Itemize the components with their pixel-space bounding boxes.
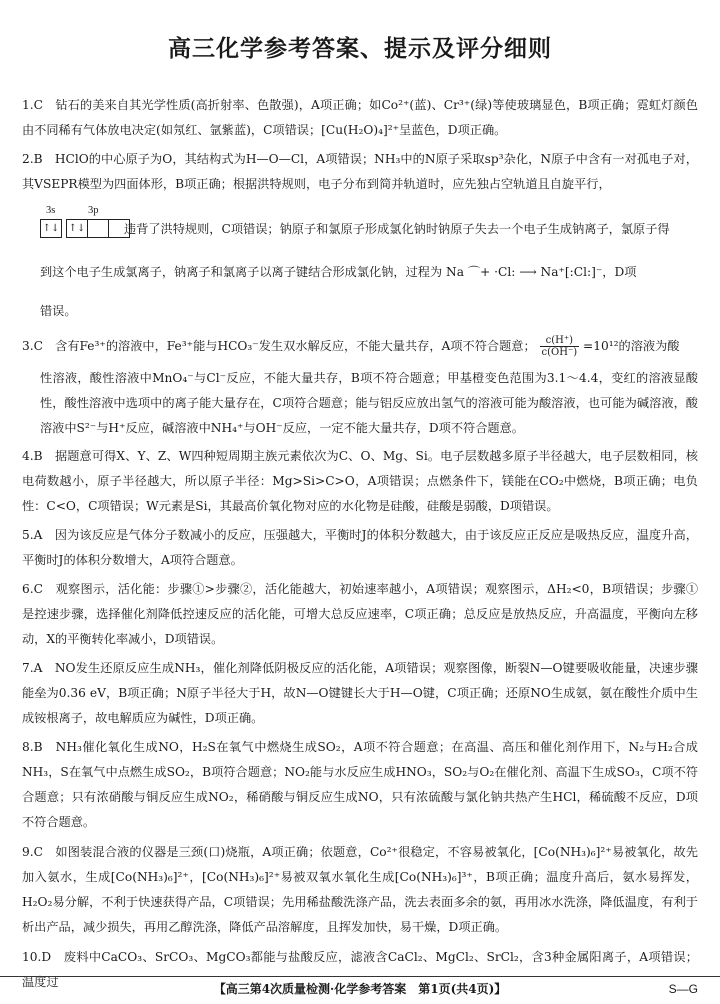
answer-1: 1.C 钻石的美来自其光学性质(高折射率、色散强)，A项正确；如Co²⁺(蓝)、Cr³⁺(绿)等使玻璃显色，B项正确；霓虹灯颜色由不同稀有气体放电决定(如氖红、氩紫蓝)，C项错误；[Cu(H₂O)₄]²⁺呈蓝色，D项正确。 <box>22 98 698 137</box>
answer-6: 6.C 观察图示，活化能：步骤①>步骤②，活化能越大，初始速率越小，A项错误；观察图示，ΔH₂<0，B项错误；步骤①是控速步骤，选择催化剂降低控速反应的活化能，可增大总反应速率，C项正确；总反应是放热反应，升高温度，平衡向左移动，X的平衡转化率减小，D项错误。 <box>22 582 698 646</box>
answer-8: 8.B NH₃催化氧化生成NO，H₂S在氧气中燃烧生成SO₂，A项不符合题意；在高温、高压和催化剂作用下，N₂与H₂合成NH₃，S在氧气中点燃生成SO₂，B项符合题意；NO₂能与水反应生成HNO₃，SO₂与O₂在催化剂、高温下生成SO₃，C项不符合题意；只有浓硝酸与铜反应生成NO₂，稀硝酸与铜反应生成NO，只有浓硫酸与氯化钠共热产生HCl，稀硫酸不反应，D项不符合题意。 <box>22 740 698 829</box>
orbital-box-3p-2 <box>87 219 109 238</box>
answer-2-part-b: 违背了洪特规则，C项错误；钠原子和氯原子形成氯化钠时钠原子失去一个电子生成钠离子，氯原子得 <box>124 222 670 236</box>
fraction-denominator: c(OH⁻) <box>541 347 578 358</box>
answer-3-text-a: 3.C 含有Fe³⁺的溶液中，Fe³⁺能与HCO₃⁻发生双水解反应，不能大量共存，A项不符合题意； <box>22 339 536 353</box>
orbital-box-3p-1: ↑↓ <box>66 219 88 238</box>
answer-3-part-a <box>22 335 698 358</box>
answer-9: 9.C 如图装混合液的仪器是三颈(口)烧瓶，A项正确；依题意，Co²⁺很稳定，不容易被氧化，[Co(NH₃)₆]²⁺易被氧化，故先加入氨水，生成[Co(NH₃)₆]²⁺，[Co(NH₃)₆]²⁺易被双氧水氧化生成[Co(NH₃)₆]³⁺，B项正确；温度升高后，氨水易挥发，H₂O₂易分解，不利于快速获得产品，C项错误；先用稀盐酸洗涤产品，洗去表面多余的氨，再用冰水洗涤，降低温度，有利于析出产品，减少损失，再用乙醇洗涤，降低产品溶解度，且挥发加快，易干燥，D项正确。 <box>22 845 698 934</box>
answer-3-part-b: 性溶液，酸性溶液中MnO₄⁻与Cl⁻反应，不能大量共存，B项不符合题意；甲基橙变色范围为3.1～4.4，变红的溶液显酸性，酸性溶液中选项中的离子能大量存在，C项符合题意；能与铝反应放出氢气的溶液可能为酸溶液，也可能为碱溶液，酸溶液中S²⁻与H⁺反应，碱溶液中NH₄⁺与OH⁻反应，一定不能大量共存，D项不符合题意。 <box>40 371 698 435</box>
orbital-label-3s: 3s <box>46 205 56 216</box>
answer-2-part-a: 2.B HClO的中心原子为O，其结构式为H—O—Cl，A项错误；NH₃中的N原子采取sp³杂化，N原子中含有一对孤电子对，其VSEPR模型为四面体形，B项正确；根据洪特规则，电子分布到简并轨道时，应先独占空轨道且自旋平行， <box>22 152 698 191</box>
page-footer <box>0 976 720 1001</box>
answer-2-part-c: 到这个电子生成氯离子，钠离子和氯离子以离子键结合形成氯化钠，过程为 Na ⌒+ ·Cl: ⟶ Na⁺[:Cl:]⁻，D项 <box>40 265 637 279</box>
answer-10: 10.D 废料中CaCO₃、SrCO₃、MgCO₃都能与盐酸反应，滤液含CaCl₂、MgCl₂、SrCl₂，含3种金属阳离子，A项错误；温度过 <box>22 950 698 989</box>
answer-2-part-d: 错误。 <box>40 304 77 318</box>
fraction-numerator: c(H⁺) <box>540 335 580 347</box>
orbital-box-3s: ↑↓ <box>40 219 62 238</box>
answer-3-text-a2: =10¹²的溶液为酸 <box>583 339 680 353</box>
orbital-label-3p: 3p <box>88 205 99 216</box>
footer-title: 【高三第4次质量检测·化学参考答案 第1页(共4页)】 <box>213 982 507 996</box>
answer-5: 5.A 因为该反应是气体分子数减小的反应，压强越大，平衡时J的体积分数越大，由于该反应正反应是吸热反应，温度升高，平衡时J的体积分数增大，A项符合题意。 <box>22 528 698 567</box>
ion-ratio-fraction <box>540 335 580 358</box>
answer-7: 7.A NO发生还原反应生成NH₃，催化剂降低阴极反应的活化能，A项错误；观察图像，断裂N—O键要吸收能量，决速步骤能垒为0.36 eV，B项正确；N原子半径大于H，故N—O键键长大于H—O键，C项正确；还原NO生成氨，氨在酸性介质中生成铵根离子，故电解质应为碱性，D项正确。 <box>22 661 698 725</box>
answer-4: 4.B 据题意可得X、Y、Z、W四种短周期主族元素依次为C、O、Mg、Si。电子层数越多原子半径越大，电子层数相同，核电荷数越小，原子半径越大，所以原子半径：Mg>Si>C>O，A项错误；点燃条件下，镁能在CO₂中燃烧，B项正确；电负性：C<O，C项错误；W元素是Si，其最高价氧化物对应的水化物是硅酸，硅酸是弱酸，D项错误。 <box>22 449 698 513</box>
footer-code: S—G <box>668 982 698 996</box>
page-title: 高三化学参考答案、提示及评分细则 <box>168 36 552 62</box>
